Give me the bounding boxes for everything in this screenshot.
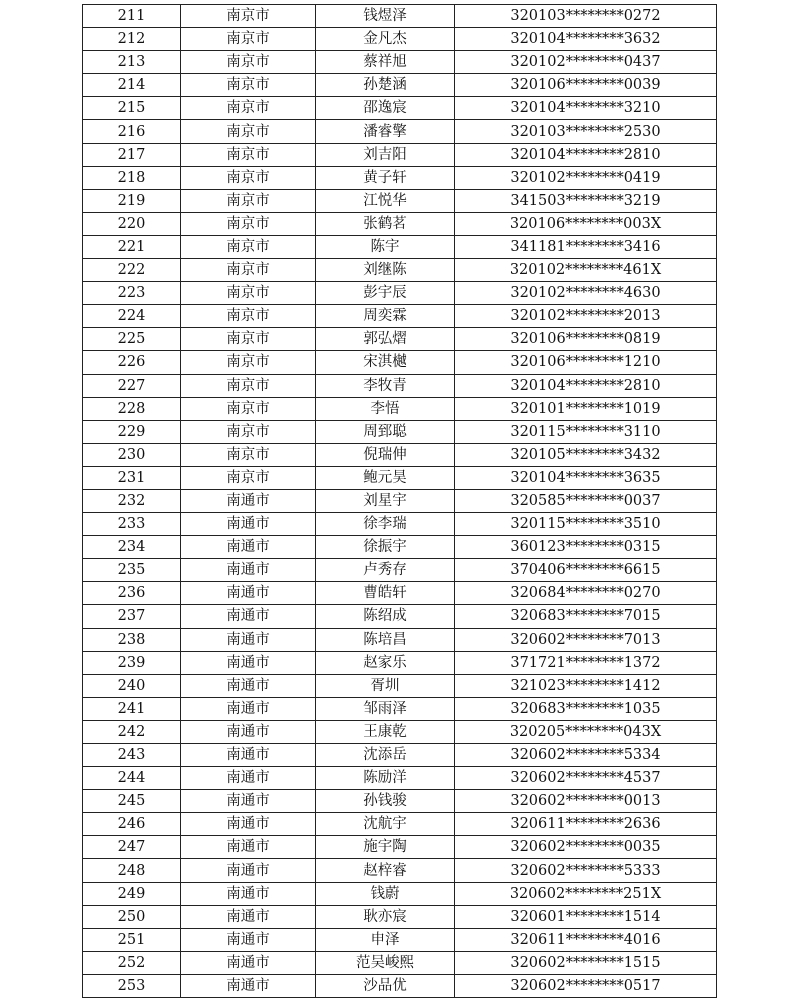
table-row [83,189,717,212]
table-row [83,951,717,974]
row-number: 217 [83,143,181,166]
row-id-number: 320104********3210 [455,97,717,120]
row-id-number: 320106********1210 [455,351,717,374]
row-number: 235 [83,559,181,582]
table-row [83,489,717,512]
row-name: 孙楚涵 [316,74,455,97]
row-city: 南通市 [181,605,316,628]
row-id-number: 321023********1412 [455,674,717,697]
row-name: 刘继陈 [316,259,455,282]
row-number: 213 [83,51,181,74]
row-id-number: 320611********4016 [455,928,717,951]
row-number: 243 [83,744,181,767]
table-row [83,74,717,97]
row-number: 216 [83,120,181,143]
table-row [83,120,717,143]
row-number: 231 [83,466,181,489]
row-number: 224 [83,305,181,328]
row-city: 南京市 [181,51,316,74]
row-city: 南通市 [181,674,316,697]
table-row [83,651,717,674]
row-city: 南京市 [181,259,316,282]
table-row [83,97,717,120]
row-city: 南京市 [181,143,316,166]
row-number: 249 [83,882,181,905]
row-number: 234 [83,536,181,559]
row-id-number: 320602********5333 [455,859,717,882]
row-city: 南通市 [181,882,316,905]
row-name: 郭弘熠 [316,328,455,351]
table-row [83,282,717,305]
row-number: 230 [83,443,181,466]
row-name: 赵家乐 [316,651,455,674]
row-number: 222 [83,259,181,282]
row-city: 南京市 [181,235,316,258]
row-city: 南京市 [181,282,316,305]
row-id-number: 320106********0819 [455,328,717,351]
row-city: 南京市 [181,5,316,28]
table-row [83,859,717,882]
row-number: 250 [83,905,181,928]
row-number: 232 [83,489,181,512]
row-city: 南通市 [181,767,316,790]
row-city: 南通市 [181,628,316,651]
row-city: 南通市 [181,859,316,882]
row-number: 246 [83,813,181,836]
row-city: 南京市 [181,74,316,97]
table-row [83,420,717,443]
row-number: 247 [83,836,181,859]
row-id-number: 320602********1515 [455,951,717,974]
row-city: 南通市 [181,489,316,512]
row-id-number: 320104********2810 [455,143,717,166]
row-number: 212 [83,28,181,51]
row-city: 南京市 [181,466,316,489]
table-row [83,351,717,374]
row-number: 223 [83,282,181,305]
table-row [83,813,717,836]
row-number: 251 [83,928,181,951]
row-number: 227 [83,374,181,397]
row-number: 226 [83,351,181,374]
row-city: 南通市 [181,790,316,813]
row-city: 南通市 [181,697,316,720]
row-name: 金凡杰 [316,28,455,51]
row-city: 南通市 [181,536,316,559]
table-row [83,397,717,420]
row-name: 耿亦宸 [316,905,455,928]
row-number: 211 [83,5,181,28]
row-name: 蔡祥旭 [316,51,455,74]
table-row [83,28,717,51]
row-name: 钱蔚 [316,882,455,905]
row-name: 彭宇辰 [316,282,455,305]
row-city: 南京市 [181,166,316,189]
table-row [83,905,717,928]
row-id-number: 320601********1514 [455,905,717,928]
row-city: 南通市 [181,974,316,997]
table-row [83,720,717,743]
table-row [83,443,717,466]
row-number: 240 [83,674,181,697]
row-name: 宋淇樾 [316,351,455,374]
row-name: 钱煜泽 [316,5,455,28]
row-id-number: 320683********7015 [455,605,717,628]
row-city: 南京市 [181,212,316,235]
row-number: 219 [83,189,181,212]
table-row [83,305,717,328]
row-city: 南通市 [181,720,316,743]
table-row [83,212,717,235]
row-name: 邹雨泽 [316,697,455,720]
row-city: 南通市 [181,836,316,859]
table-row [83,836,717,859]
row-city: 南京市 [181,351,316,374]
row-id-number: 320602********4537 [455,767,717,790]
row-name: 申泽 [316,928,455,951]
row-city: 南京市 [181,28,316,51]
row-number: 242 [83,720,181,743]
row-name: 徐李瑞 [316,513,455,536]
row-number: 233 [83,513,181,536]
row-city: 南京市 [181,305,316,328]
row-city: 南通市 [181,905,316,928]
row-name: 赵梓睿 [316,859,455,882]
row-number: 248 [83,859,181,882]
roster-body [83,5,717,998]
row-name: 李牧青 [316,374,455,397]
row-city: 南通市 [181,813,316,836]
table-row [83,628,717,651]
row-city: 南通市 [181,559,316,582]
row-number: 214 [83,74,181,97]
table-row [83,466,717,489]
row-name: 王康乾 [316,720,455,743]
table-row [83,674,717,697]
row-name: 沙品优 [316,974,455,997]
row-name: 鲍元昊 [316,466,455,489]
row-name: 徐振宇 [316,536,455,559]
row-id-number: 320102********0419 [455,166,717,189]
row-id-number: 320104********2810 [455,374,717,397]
table-row [83,974,717,997]
row-name: 陈培昌 [316,628,455,651]
row-number: 236 [83,582,181,605]
row-name: 刘星宇 [316,489,455,512]
row-city: 南通市 [181,513,316,536]
row-id-number: 320105********3432 [455,443,717,466]
row-name: 周郅聪 [316,420,455,443]
row-number: 239 [83,651,181,674]
row-name: 张鹤茗 [316,212,455,235]
table-row [83,882,717,905]
row-number: 238 [83,628,181,651]
table-row [83,328,717,351]
table-row [83,744,717,767]
row-id-number: 370406********6615 [455,559,717,582]
table-row [83,51,717,74]
row-number: 252 [83,951,181,974]
table-row [83,5,717,28]
row-id-number: 320602********7013 [455,628,717,651]
row-id-number: 371721********1372 [455,651,717,674]
row-number: 237 [83,605,181,628]
row-name: 倪瑞伸 [316,443,455,466]
row-id-number: 320104********3635 [455,466,717,489]
row-number: 228 [83,397,181,420]
row-id-number: 320611********2636 [455,813,717,836]
table-row [83,235,717,258]
row-id-number: 320106********003X [455,212,717,235]
row-id-number: 320585********0037 [455,489,717,512]
table-row [83,513,717,536]
row-name: 陈宇 [316,235,455,258]
table-row [83,790,717,813]
table-row [83,143,717,166]
row-name: 胥圳 [316,674,455,697]
table-row [83,697,717,720]
row-name: 黄子轩 [316,166,455,189]
row-number: 244 [83,767,181,790]
row-id-number: 320103********0272 [455,5,717,28]
table-row [83,259,717,282]
row-city: 南通市 [181,744,316,767]
row-city: 南京市 [181,397,316,420]
row-id-number: 360123********0315 [455,536,717,559]
row-city: 南通市 [181,651,316,674]
row-id-number: 320104********3632 [455,28,717,51]
row-id-number: 320602********251X [455,882,717,905]
row-name: 陈绍成 [316,605,455,628]
table-row [83,166,717,189]
row-id-number: 320602********0013 [455,790,717,813]
row-id-number: 320106********0039 [455,74,717,97]
row-number: 253 [83,974,181,997]
row-city: 南通市 [181,582,316,605]
row-city: 南京市 [181,374,316,397]
row-name: 卢秀存 [316,559,455,582]
table-row [83,559,717,582]
row-name: 陈励洋 [316,767,455,790]
row-name: 孙钱骏 [316,790,455,813]
row-name: 潘睿擎 [316,120,455,143]
row-city: 南通市 [181,928,316,951]
row-id-number: 320115********3510 [455,513,717,536]
row-name: 刘吉阳 [316,143,455,166]
row-id-number: 320602********5334 [455,744,717,767]
row-name: 邵逸宸 [316,97,455,120]
row-name: 沈航宇 [316,813,455,836]
roster-table [82,4,717,998]
row-number: 221 [83,235,181,258]
row-city: 南京市 [181,189,316,212]
row-city: 南京市 [181,328,316,351]
row-id-number: 320102********2013 [455,305,717,328]
row-number: 245 [83,790,181,813]
row-id-number: 320101********1019 [455,397,717,420]
row-id-number: 320102********4630 [455,282,717,305]
row-name: 沈添岳 [316,744,455,767]
row-name: 周奕霖 [316,305,455,328]
row-name: 李悟 [316,397,455,420]
table-row [83,767,717,790]
table-row [83,374,717,397]
row-number: 215 [83,97,181,120]
row-name: 曹皓轩 [316,582,455,605]
row-number: 241 [83,697,181,720]
row-city: 南京市 [181,420,316,443]
row-number: 229 [83,420,181,443]
row-id-number: 320103********2530 [455,120,717,143]
row-city: 南京市 [181,443,316,466]
row-id-number: 320115********3110 [455,420,717,443]
row-id-number: 320102********0437 [455,51,717,74]
row-id-number: 341503********3219 [455,189,717,212]
row-city: 南京市 [181,97,316,120]
row-id-number: 320602********0035 [455,836,717,859]
row-id-number: 320683********1035 [455,697,717,720]
row-id-number: 320102********461X [455,259,717,282]
table-row [83,536,717,559]
row-name: 施宇陶 [316,836,455,859]
row-name: 范吴峻熙 [316,951,455,974]
table-row [83,928,717,951]
row-id-number: 320205********043X [455,720,717,743]
row-number: 225 [83,328,181,351]
table-row [83,582,717,605]
row-id-number: 320684********0270 [455,582,717,605]
row-id-number: 320602********0517 [455,974,717,997]
row-number: 218 [83,166,181,189]
row-city: 南京市 [181,120,316,143]
row-id-number: 341181********3416 [455,235,717,258]
row-city: 南通市 [181,951,316,974]
row-number: 220 [83,212,181,235]
table-row [83,605,717,628]
row-name: 江悦华 [316,189,455,212]
